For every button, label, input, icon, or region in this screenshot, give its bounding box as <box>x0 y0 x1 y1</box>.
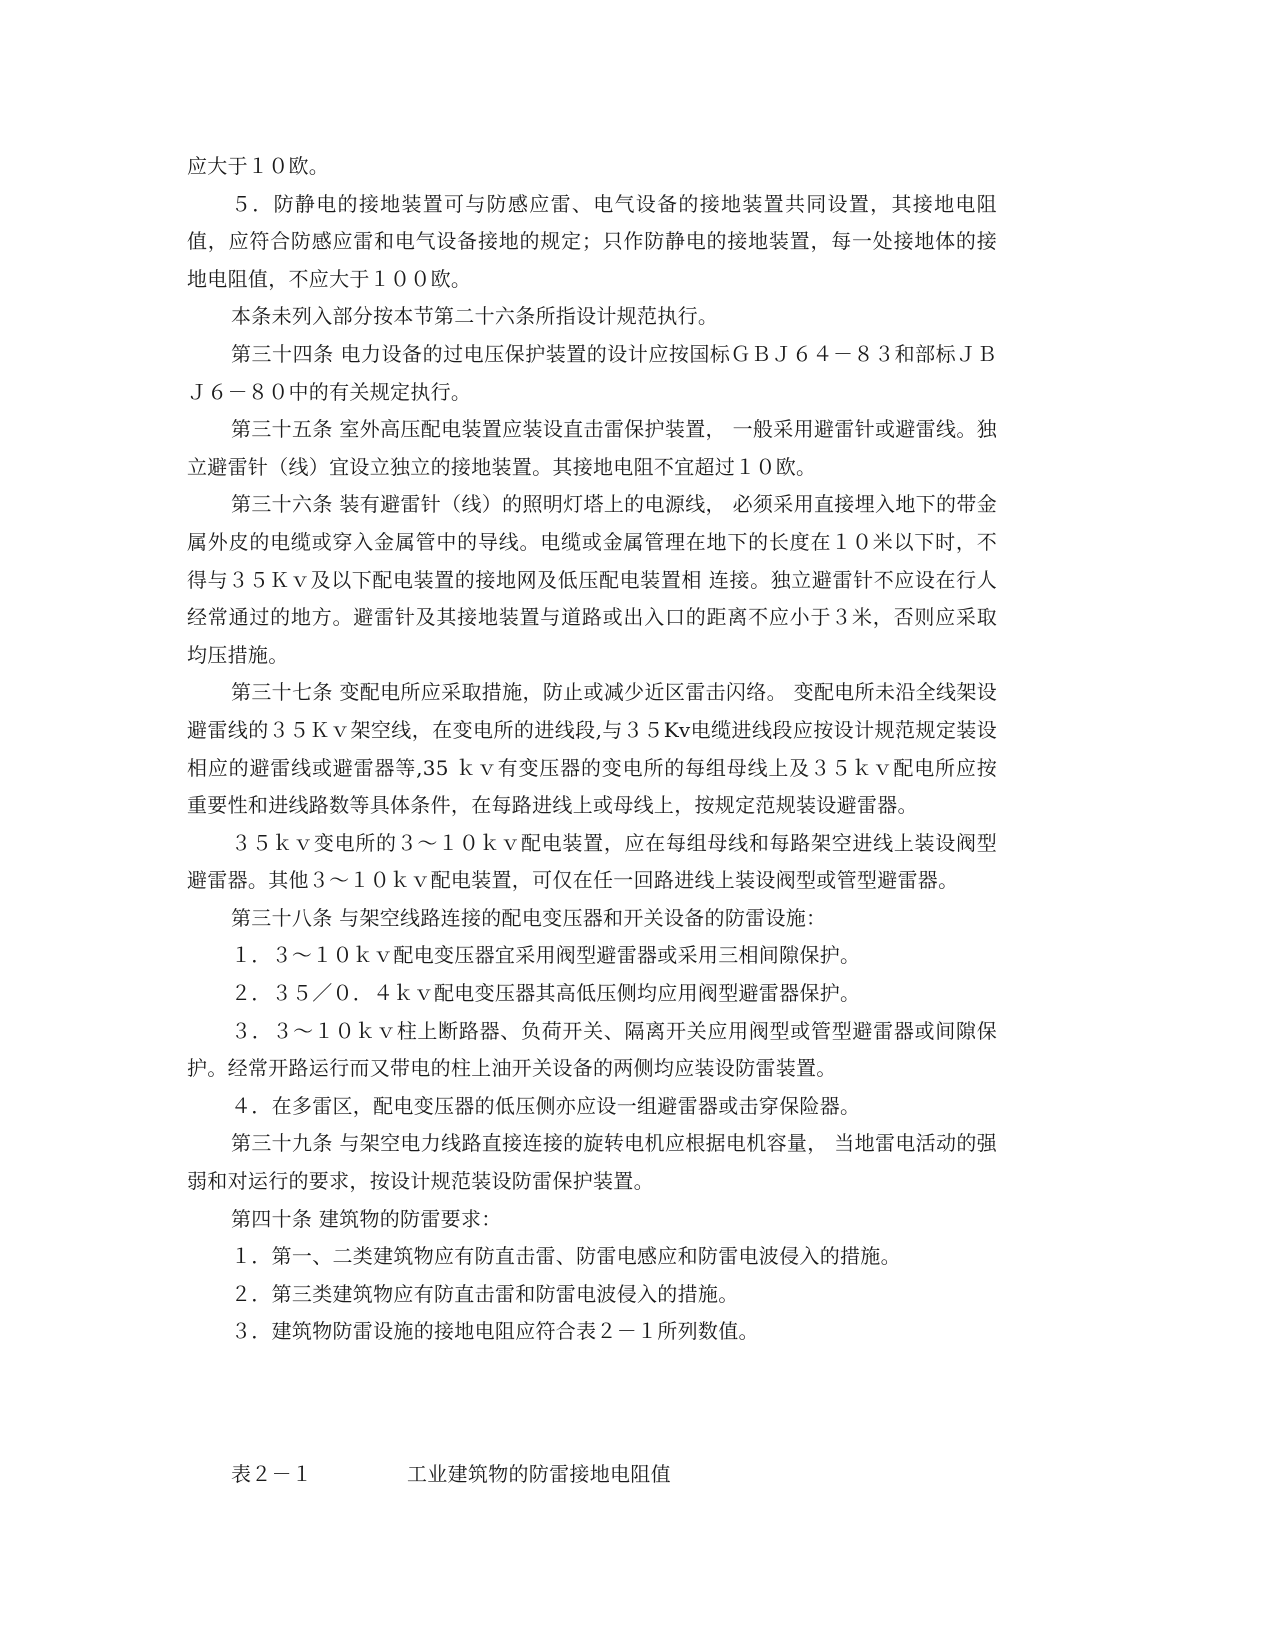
body-text <box>187 148 997 1351</box>
article-40: 第四十条 建筑物的防雷要求： <box>231 1206 502 1231</box>
table-number: 表２－１ <box>231 1462 313 1486</box>
article-35: 第三十五条 室外高压配电装置应装设直击雷保护装置， 一般采用避雷针或避雷线。独立避雷针（线）宜设立独立的接地装置。其接地电阻不宜超过１０欧。 <box>187 417 997 479</box>
article-38-item-3: ３．３～１０ｋｖ柱上断路器、负荷开关、隔离开关应用阀型或管型避雷器或间隙保护。经常开路运行而又带电的柱上油开关设备的两侧均应装设防雷装置。 <box>187 1018 997 1081</box>
table-title: 工业建筑物的防雷接地电阻值 <box>407 1462 671 1486</box>
article-39: 第三十九条 与架空电力线路直接连接的旋转电机应根据电机容量， 当地雷电活动的强弱和对运行的要求，按设计规范装设防雷保护装置。 <box>187 1131 997 1194</box>
article-37: 第三十七条 变配电所应采取措施，防止或减少近区雷击闪络。 变配电所未沿全线架设避雷线的３５Ｋｖ架空线，在变电所的进线段,与３５Kv电缆进线段应按设计规范规定装设相应的避雷线或避雷器等,35 ｋｖ有变压器的变电所的每组母线上及３５ｋｖ配电所应按重要性和进线路数等具体条件，在每路进线上或母线上，按规定范规装设避雷器。 <box>187 680 997 818</box>
article-34: 第三十四条 电力设备的过电压保护装置的设计应按国标ＧＢＪ６４－８３和部标ＪＢＪ６－８０中的有关规定执行。 <box>187 341 997 404</box>
article-38-item-2: ２．３５／０．４ｋｖ配电变压器其高低压侧均应用阀型避雷器保护。 <box>231 981 861 1006</box>
table-caption <box>231 1456 671 1494</box>
article-40-item-2: ２．第三类建筑物应有防直击雷和防雷电波侵入的措施。 <box>231 1281 739 1306</box>
paragraph-continuation: 应大于１０欧。 <box>187 154 330 178</box>
article-36: 第三十六条 装有避雷针（线）的照明灯塔上的电源线， 必须采用直接埋入地下的带金属外皮的电缆或穿入金属管中的导线。电缆或金属管理在地下的长度在１０米以下时，不得与３５Ｋｖ及以下配电装置的接地网及低压配电装置相 连接。独立避雷针不应设在行人经常通过的地方。避雷针及其接地装置与道路或出入口的距离不应小于３米，否则应采取均压措施。 <box>187 492 997 667</box>
article-40-item-1: １．第一、二类建筑物应有防直击雷、防雷电感应和防雷电波侵入的措施。 <box>231 1244 901 1269</box>
article-37-continuation: ３５ｋｖ变电所的３～１０ｋｖ配电装置，应在每组母线和每路架空进线上装设阀型避雷器。其他３～１０ｋｖ配电装置，可仅在任一回路进线上装设阀型或管型避雷器。 <box>187 830 997 893</box>
article-38-item-4: ４．在多雷区，配电变压器的低压侧亦应设一组避雷器或击穿保险器。 <box>231 1093 861 1118</box>
paragraph-reference-note: 本条未列入部分按本节第二十六条所指设计规范执行。 <box>231 304 719 329</box>
article-40-item-3: ３．建筑物防雷设施的接地电阻应符合表２－１所列数值。 <box>231 1319 759 1344</box>
article-38-item-1: １．３～１０ｋｖ配电变压器宜采用阀型避雷器或采用三相间隙保护。 <box>231 943 861 968</box>
paragraph-item-5-antistatic: ５．防静电的接地装置可与防感应雷、电气设备的接地装置共同设置，其接地电阻值，应符合防感应雷和电气设备接地的规定；只作防静电的接地装置，每一处接地体的接地电阻值，不应大于１００欧。 <box>187 191 997 291</box>
article-38: 第三十八条 与架空线路连接的配电变压器和开关设备的防雷设施： <box>231 905 827 930</box>
